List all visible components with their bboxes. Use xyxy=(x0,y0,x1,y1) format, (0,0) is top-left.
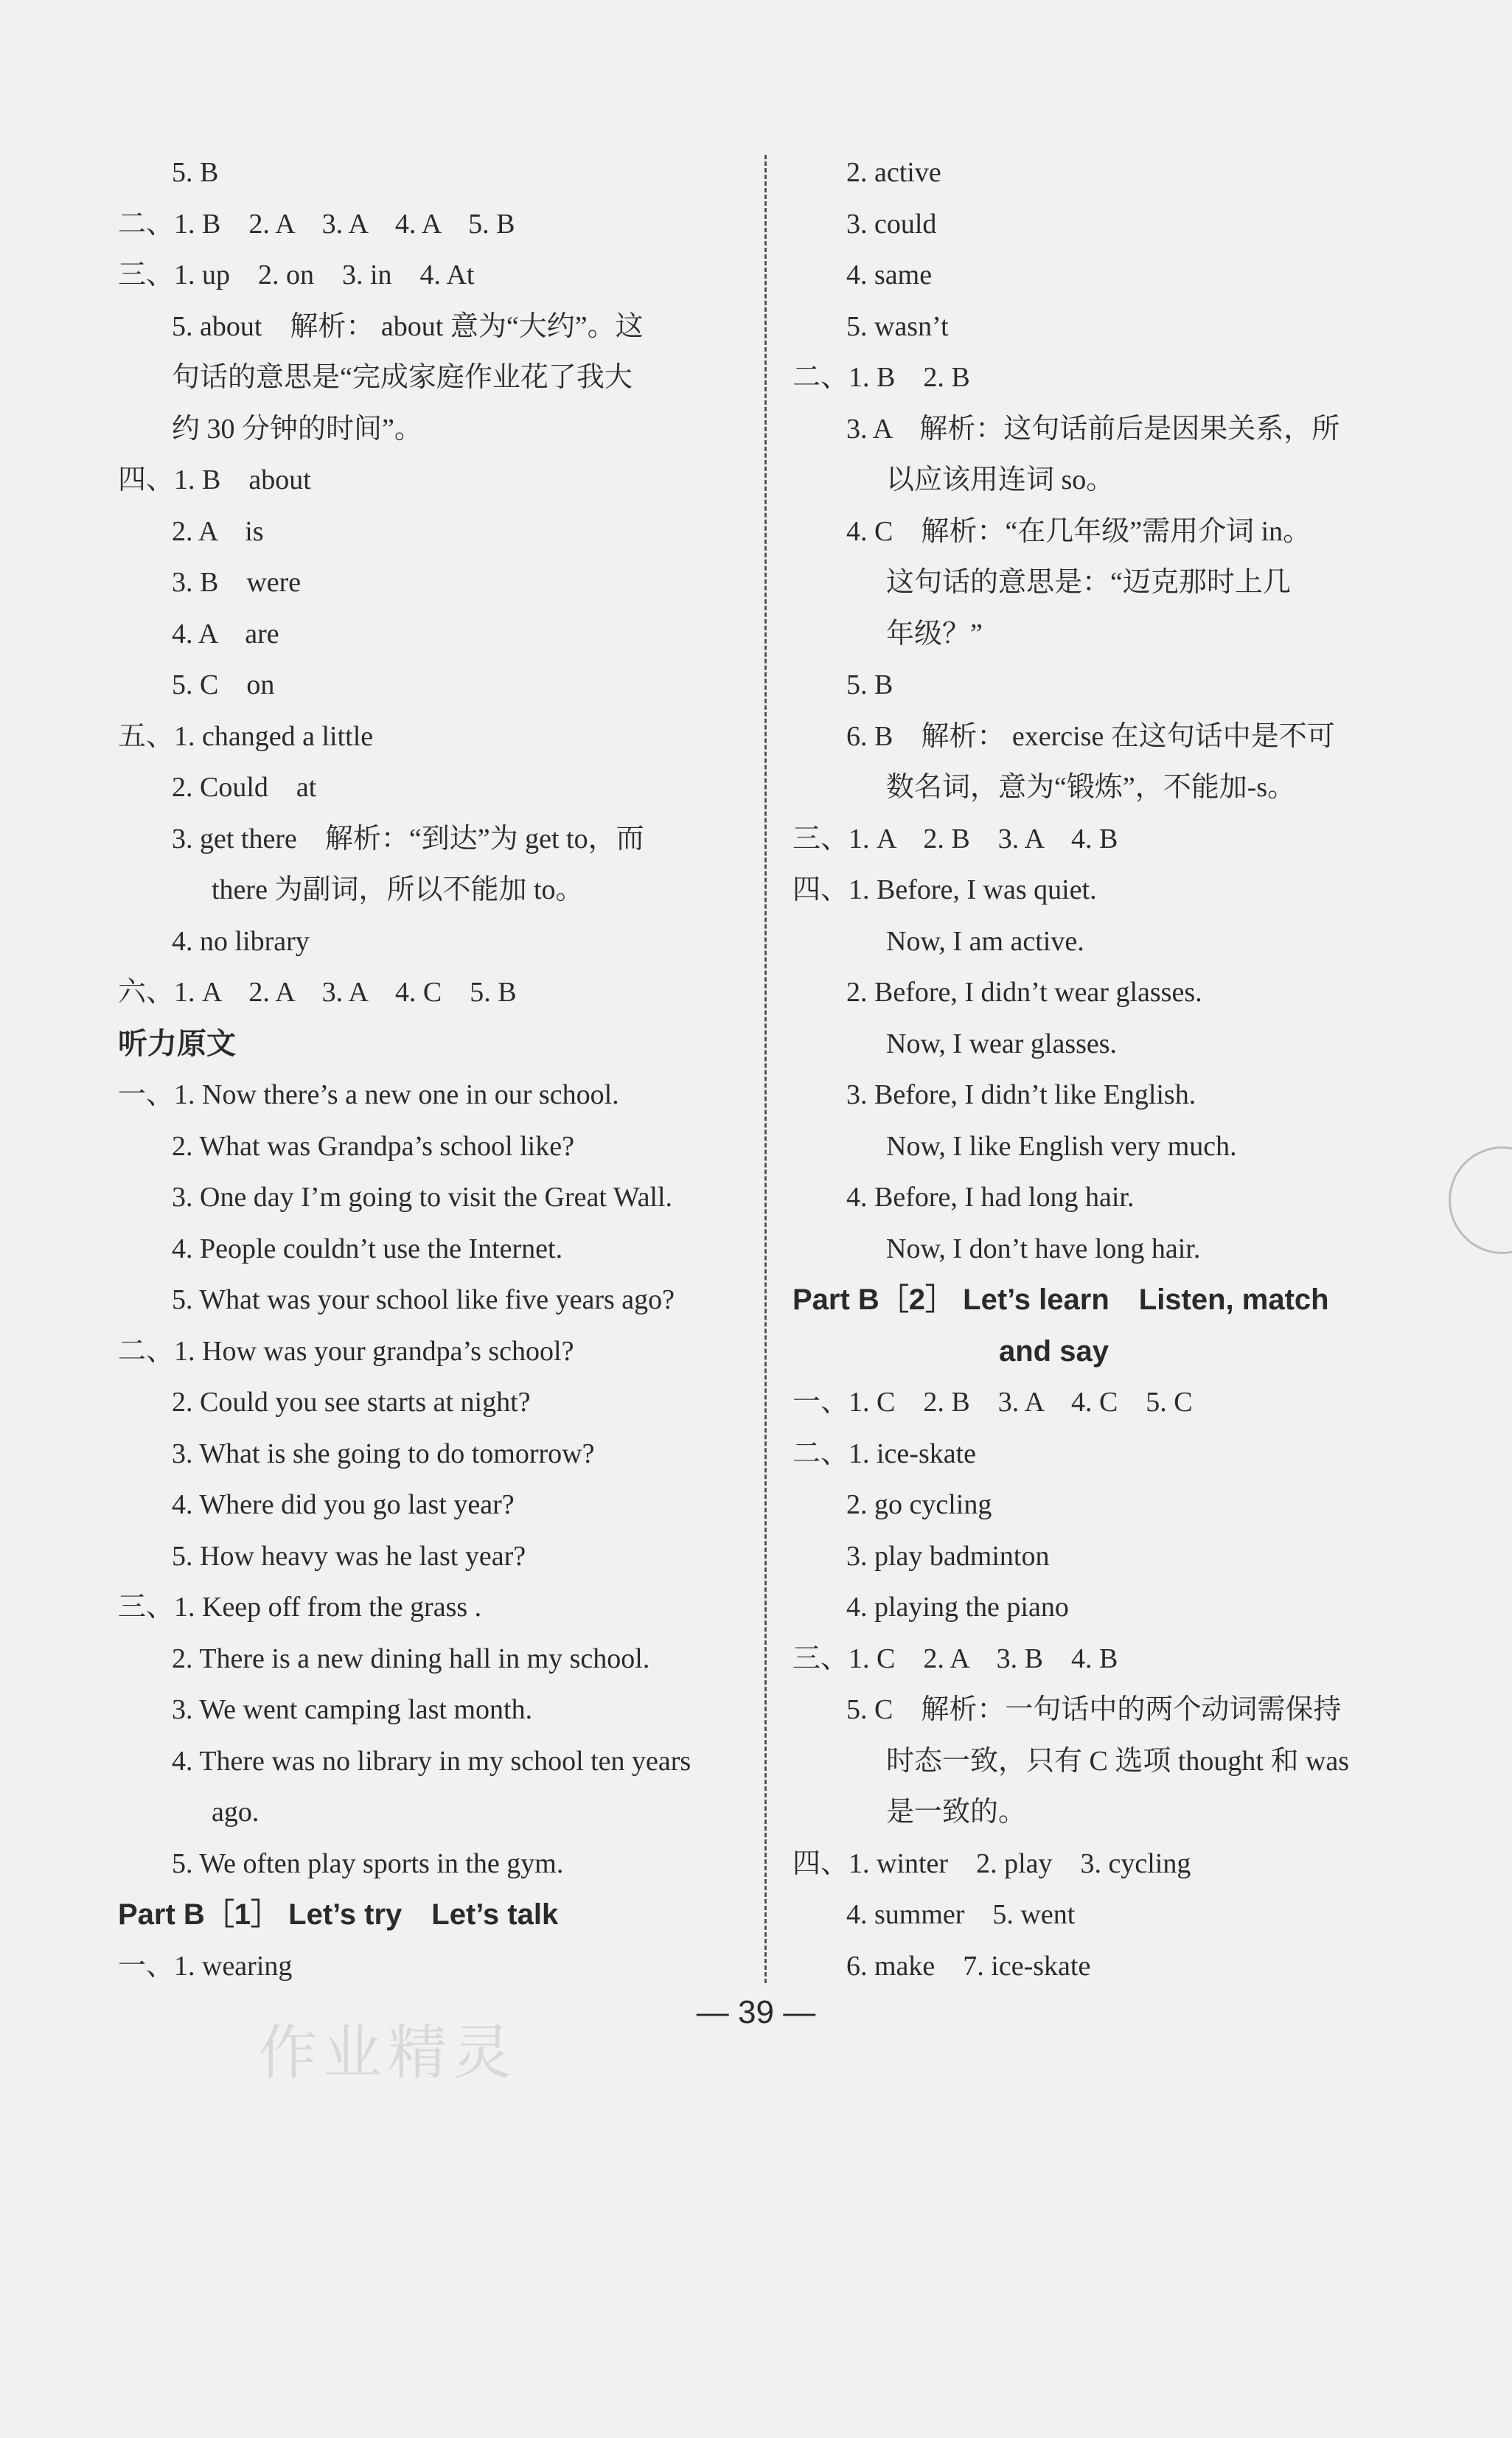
answer-line: 3. could xyxy=(846,208,937,240)
answer-line: 三、1. up 2. on 3. in 4. At xyxy=(118,260,475,290)
answer-line: 3. We went camping last month. xyxy=(172,1694,533,1725)
answer-line: Now, I am active. xyxy=(886,925,1084,957)
watermark: 作业精灵 xyxy=(258,2019,518,2087)
answer-line: 数名词，意为“锻炼”，不能加-s。 xyxy=(886,772,1296,803)
answer-line: 一、1. Now there’s a new one in our school. xyxy=(118,1079,619,1110)
answer-line: 3. B were xyxy=(172,567,302,598)
answer-line: Now, I like English very much. xyxy=(886,1130,1237,1162)
answer-line: 3. A 解析：这句话前后是因果关系，所 xyxy=(846,413,1340,445)
answer-line: 2. There is a new dining hall in my school. xyxy=(172,1643,650,1674)
answer-line: 三、1. C 2. A 3. B 4. B xyxy=(792,1643,1118,1674)
answer-line: 4. Before, I had long hair. xyxy=(846,1182,1135,1213)
answer-line: 2. What was Grandpa’s school like? xyxy=(172,1130,574,1162)
answer-line: 时态一致，只有 C 选项 thought 和 was xyxy=(886,1745,1350,1777)
answer-line: 4. A are xyxy=(172,618,279,649)
answer-line: 二、1. B 2. B xyxy=(792,362,970,393)
answer-line: 5. How heavy was he last year? xyxy=(172,1540,526,1572)
answer-line: 2. go cycling xyxy=(846,1489,992,1520)
section-heading: Part B［1］ Let’s try Let’s talk xyxy=(118,1898,559,1931)
answer-line: 2. Could at xyxy=(172,772,317,803)
answer-line: Now, I don’t have long hair. xyxy=(886,1233,1201,1264)
answer-line: 4. Where did you go last year? xyxy=(172,1489,515,1520)
answer-line: 4. summer 5. went xyxy=(846,1899,1076,1930)
answer-line: 一、1. wearing xyxy=(118,1950,293,1982)
answer-line: 5. wasn’t xyxy=(846,310,949,342)
answer-line: 4. There was no library in my school ten years xyxy=(172,1745,691,1777)
answer-line: 5. about 解析： about 意为“大约”。这 xyxy=(172,310,644,342)
answer-line: 4. same xyxy=(846,260,933,290)
answer-line: 一、1. C 2. B 3. A 4. C 5. C xyxy=(792,1387,1193,1418)
answer-line: 3. What is she going to do tomorrow? xyxy=(172,1438,595,1469)
answer-line: 句话的意思是“完成家庭作业花了我大 xyxy=(172,362,633,393)
answer-line: 5. B xyxy=(172,157,219,188)
answer-line: 5. What was your school like five years ago? xyxy=(172,1284,675,1315)
stamp-icon xyxy=(1449,1146,1512,1254)
answer-line: 是一致的。 xyxy=(886,1797,1027,1828)
answer-line: 4. no library xyxy=(172,925,310,957)
answer-line: 二、1. How was your grandpa’s school? xyxy=(118,1335,574,1367)
answer-line: 以应该用连词 so。 xyxy=(886,464,1115,495)
answer-line: 3. Before, I didn’t like English. xyxy=(846,1079,1196,1110)
answer-line: ago. xyxy=(212,1797,259,1828)
page-number: — 39 — xyxy=(696,1994,816,2030)
answer-line: 四、1. B about xyxy=(118,464,311,495)
answer-line: 2. active xyxy=(846,157,941,188)
section-heading: and say xyxy=(999,1334,1109,1368)
answer-line: 5. C 解析：一句话中的两个动词需保持 xyxy=(846,1694,1342,1725)
section-heading: 听力原文 xyxy=(118,1027,236,1060)
answer-line: 五、1. changed a little xyxy=(118,720,374,752)
answer-line: 三、1. Keep off from the grass . xyxy=(118,1592,482,1623)
answer-line: Now, I wear glasses. xyxy=(886,1028,1118,1059)
answer-line: 6. make 7. ice-skate xyxy=(846,1950,1091,1982)
answer-line: 这句话的意思是：“迈克那时上几 xyxy=(886,567,1291,598)
answer-line: 二、1. B 2. A 3. A 4. A 5. B xyxy=(118,208,515,240)
answer-line: there 为副词，所以不能加 to。 xyxy=(212,874,584,905)
answer-line: 2. Before, I didn’t wear glasses. xyxy=(846,977,1202,1008)
answer-line: 六、1. A 2. A 3. A 4. C 5. B xyxy=(118,977,517,1008)
answer-line: 3. One day I’m going to visit the Great Wall. xyxy=(172,1182,673,1213)
answer-line: 3. get there 解析：“到达”为 get to，而 xyxy=(172,823,644,854)
answer-line: 5. B xyxy=(846,669,893,700)
answer-line: 5. We often play sports in the gym. xyxy=(172,1847,564,1879)
column-divider xyxy=(764,155,767,1983)
answer-line: 约 30 分钟的时间”。 xyxy=(172,413,422,445)
answer-line: 四、1. winter 2. play 3. cycling xyxy=(792,1847,1191,1879)
answer-line: 三、1. A 2. B 3. A 4. B xyxy=(792,823,1118,854)
right-column xyxy=(792,147,1419,1992)
answer-line: 二、1. ice-skate xyxy=(792,1438,977,1469)
section-heading: Part B［2］ Let’s learn Listen, match xyxy=(792,1284,1329,1316)
left-column xyxy=(118,147,745,1992)
answer-line: 4. People couldn’t use the Internet. xyxy=(172,1233,563,1264)
answer-line: 年级？” xyxy=(886,618,983,649)
answer-line: 4. C 解析：“在几年级”需用介词 in。 xyxy=(846,515,1311,547)
answer-line: 4. playing the piano xyxy=(846,1592,1069,1623)
answer-line: 6. B 解析： exercise 在这句话中是不可 xyxy=(846,720,1335,752)
answer-line: 2. A is xyxy=(172,515,264,547)
answer-line: 四、1. Before, I was quiet. xyxy=(792,874,1097,905)
answer-line: 2. Could you see starts at night? xyxy=(172,1387,531,1418)
answer-line: 5. C on xyxy=(172,669,275,700)
answer-line: 3. play badminton xyxy=(846,1540,1050,1572)
